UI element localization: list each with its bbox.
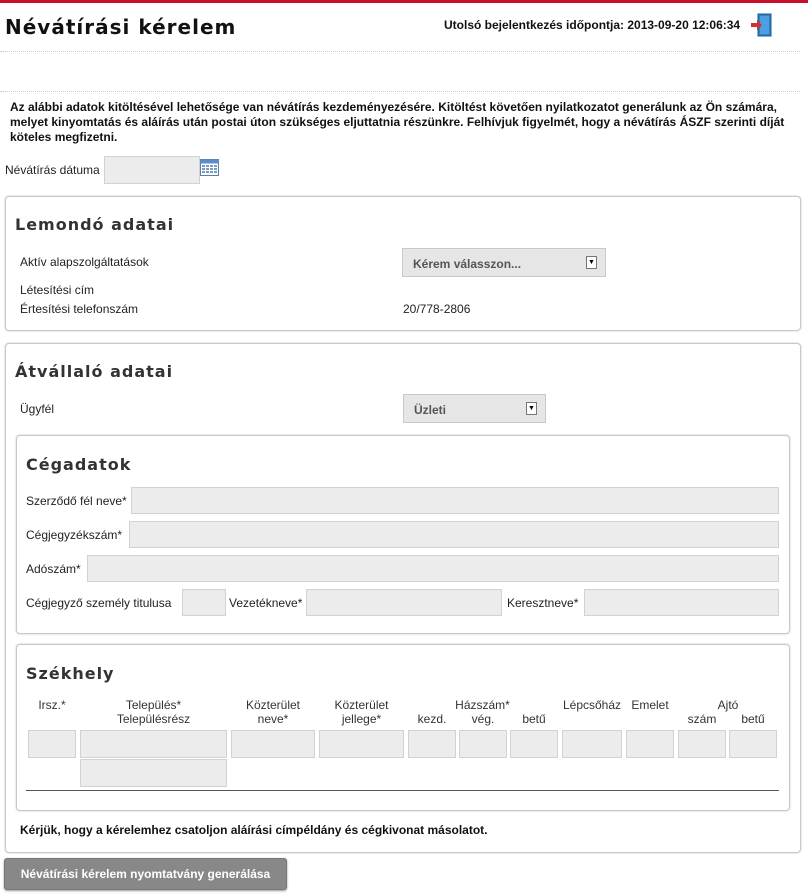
header-kozterulet-neve-1: Közterület bbox=[245, 698, 301, 712]
header-ajto: Ajtó bbox=[717, 698, 739, 712]
client-select[interactable] bbox=[403, 394, 546, 423]
header-veg: vég. bbox=[471, 712, 495, 726]
intro-divider bbox=[0, 91, 800, 92]
client-select-value: Üzleti bbox=[414, 403, 447, 417]
chevron-down-icon: ▼ bbox=[526, 402, 537, 415]
tax-number-label: Adószám* bbox=[26, 562, 81, 576]
cegadatok-title: Cégadatok bbox=[26, 455, 132, 474]
header-divider bbox=[0, 51, 800, 52]
header-betu: betű bbox=[522, 712, 546, 726]
telepulesresz-input[interactable] bbox=[80, 759, 227, 787]
date-label: Névátírás dátuma bbox=[5, 163, 100, 177]
attach-note: Kérjük, hogy a kérelemhez csatoljon aláírási címpéldány és cégkivonat másolatot. bbox=[20, 823, 488, 837]
contract-name-label: Szerződő fél neve* bbox=[26, 494, 127, 508]
surname-input[interactable] bbox=[306, 589, 502, 616]
lemondo-title: Lemondó adatai bbox=[15, 215, 175, 234]
kozterulet-neve-input[interactable] bbox=[231, 730, 315, 758]
last-login-text: Utolsó bejelentkezés időpontja: 2013-09-20 12:06:34 bbox=[444, 18, 741, 32]
szekhely-divider bbox=[26, 790, 779, 791]
hazszam-veg-input[interactable] bbox=[459, 730, 507, 758]
client-label: Ügyfél bbox=[20, 402, 55, 416]
surname-label: Vezetékneve* bbox=[229, 596, 303, 610]
phone-label: Értesítési telefonszám bbox=[20, 302, 139, 316]
header-emelet: Emelet bbox=[631, 698, 669, 712]
lepcsohaz-input[interactable] bbox=[562, 730, 622, 758]
phone-value: 20/778-2806 bbox=[403, 302, 471, 316]
contract-name-input[interactable] bbox=[131, 487, 779, 514]
header-szam: szám bbox=[687, 712, 717, 726]
signatory-title-input[interactable] bbox=[182, 589, 226, 616]
generate-form-button[interactable]: Névátírási kérelem nyomtatvány generálása bbox=[4, 858, 287, 890]
header-kezd: kezd. bbox=[417, 712, 447, 726]
ajto-szam-input[interactable] bbox=[678, 730, 726, 758]
header-telepulesresz: Településrész bbox=[116, 712, 191, 726]
intro-text: Az alábbi adatok kitöltésével lehetősége van névátírás kezdeményezésére. Kitöltést követően nyilatkozatot generálunk az Ön számára, melyet kinyomtatás és aláírás után postai úton szükséges eljuttatnia részünkre. Felhívjuk figyelmét, hogy a névátírás ÁSZF szerinti díját köteles megfizetni. bbox=[10, 100, 785, 144]
header-kozterulet-neve-2: neve* bbox=[257, 712, 289, 726]
page-title: Névátírási kérelem bbox=[5, 15, 237, 39]
szekhely-title: Székhely bbox=[26, 664, 115, 683]
reg-number-input[interactable] bbox=[129, 521, 779, 548]
calendar-icon[interactable] bbox=[200, 159, 219, 176]
address-label: Létesítési cím bbox=[20, 283, 95, 297]
firstname-input[interactable] bbox=[584, 589, 779, 616]
reg-number-label: Cégjegyzékszám* bbox=[26, 528, 123, 542]
hazszam-betu-input[interactable] bbox=[510, 730, 558, 758]
header-lepcsohaz: Lépcsőház bbox=[562, 698, 622, 712]
services-select-value: Kérem válasszon... bbox=[413, 257, 522, 271]
header-telepules: Település* bbox=[125, 698, 182, 712]
top-accent-bar bbox=[0, 0, 808, 3]
emelet-input[interactable] bbox=[626, 730, 674, 758]
tax-number-input[interactable] bbox=[87, 555, 779, 582]
irsz-input[interactable] bbox=[28, 730, 76, 758]
header-ajto-betu: betű bbox=[741, 712, 765, 726]
header-kozterulet-jellege-2: jellege* bbox=[341, 712, 382, 726]
ajto-betu-input[interactable] bbox=[729, 730, 777, 758]
header-irsz: Irsz.* bbox=[38, 698, 66, 712]
signatory-title-label: Cégjegyző személy titulusa bbox=[26, 596, 172, 610]
logout-icon[interactable] bbox=[750, 12, 774, 38]
telepules-input[interactable] bbox=[80, 730, 227, 758]
date-input[interactable] bbox=[104, 156, 200, 184]
firstname-label: Keresztneve* bbox=[507, 596, 579, 610]
kozterulet-jellege-input[interactable] bbox=[319, 730, 404, 758]
header-kozterulet-jellege-1: Közterület bbox=[334, 698, 389, 712]
hazszam-kezd-input[interactable] bbox=[408, 730, 456, 758]
services-label: Aktív alapszolgáltatások bbox=[20, 255, 149, 269]
header-hazszam: Házszám* bbox=[455, 698, 510, 712]
atvallalo-title: Átvállaló adatai bbox=[15, 362, 174, 381]
chevron-down-icon: ▼ bbox=[586, 256, 597, 269]
services-select[interactable] bbox=[402, 248, 606, 277]
